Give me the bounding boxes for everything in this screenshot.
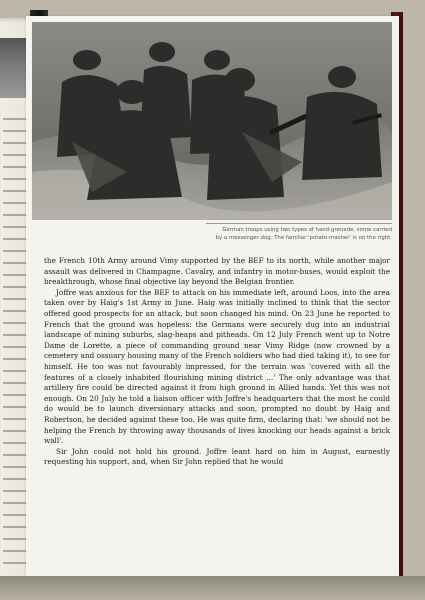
body-text xyxy=(44,256,390,468)
caption-line-2: by a messenger dog. The familiar 'potato-masher' is on the right. xyxy=(215,235,392,241)
paragraph-1: the French 10th Army around Vimy supported by the BEF to its north, while another major assault was delivered in Champagne. Cavalry, and infantry in motor-buses, would exploit the breakthrough, whose final objective lay beyond the Belgian frontier. xyxy=(44,256,390,287)
paragraph-3: Sir John could not hold his ground. Joffre leant hard on him in August, earnestly requesting his support, and, when Sir John replied that he would xyxy=(44,446,390,467)
book-page xyxy=(26,16,399,576)
paragraph-2: Joffre was anxious for the BEF to attack on his immediate left, around Loos, into the area taken over by Haig's 1st Army in June. Haig was initially inclined to think that the sector offered good prospects for an attack, but soon changed his mind. On 23 June he reported to French that the ground was hopeless: the Germans were securely dug into an industrial landscape of mining suburbs, slag-heaps and pitheads. On 12 July French went up to Notre Dame de Lorette, a piece of commanding ground near Vimy Ridge (now crowned by a cemetery and ossuary housing many of the French soldiers who had died taking it), to see for himself. He too was not favourably impressed, for the terrain was 'covered with all the features of a closely inhabited flourishing mining district ...' The only advantage was that artillery fire could be directed against it from high ground in Allied hands. Yet this was not enough. On 20 July he told a liaison officer with Joffre's headquarters that the most he could do would be to launch diversionary attacks and soon, prompted no doubt by Haig and Robertson, he decided against these too. He was quite firm, declaring that: 'we should not be helping the French by throwing away thousands of lives knocking our heads against a brick wall'. xyxy=(44,287,390,446)
photo-caption xyxy=(156,226,392,242)
caption-line-1: German troops using two types of hand-grenade, some carried xyxy=(222,227,392,233)
photo-illustration xyxy=(32,22,392,220)
trench-photograph xyxy=(32,22,392,220)
table-surface xyxy=(0,576,425,600)
caption-rule xyxy=(206,223,392,224)
